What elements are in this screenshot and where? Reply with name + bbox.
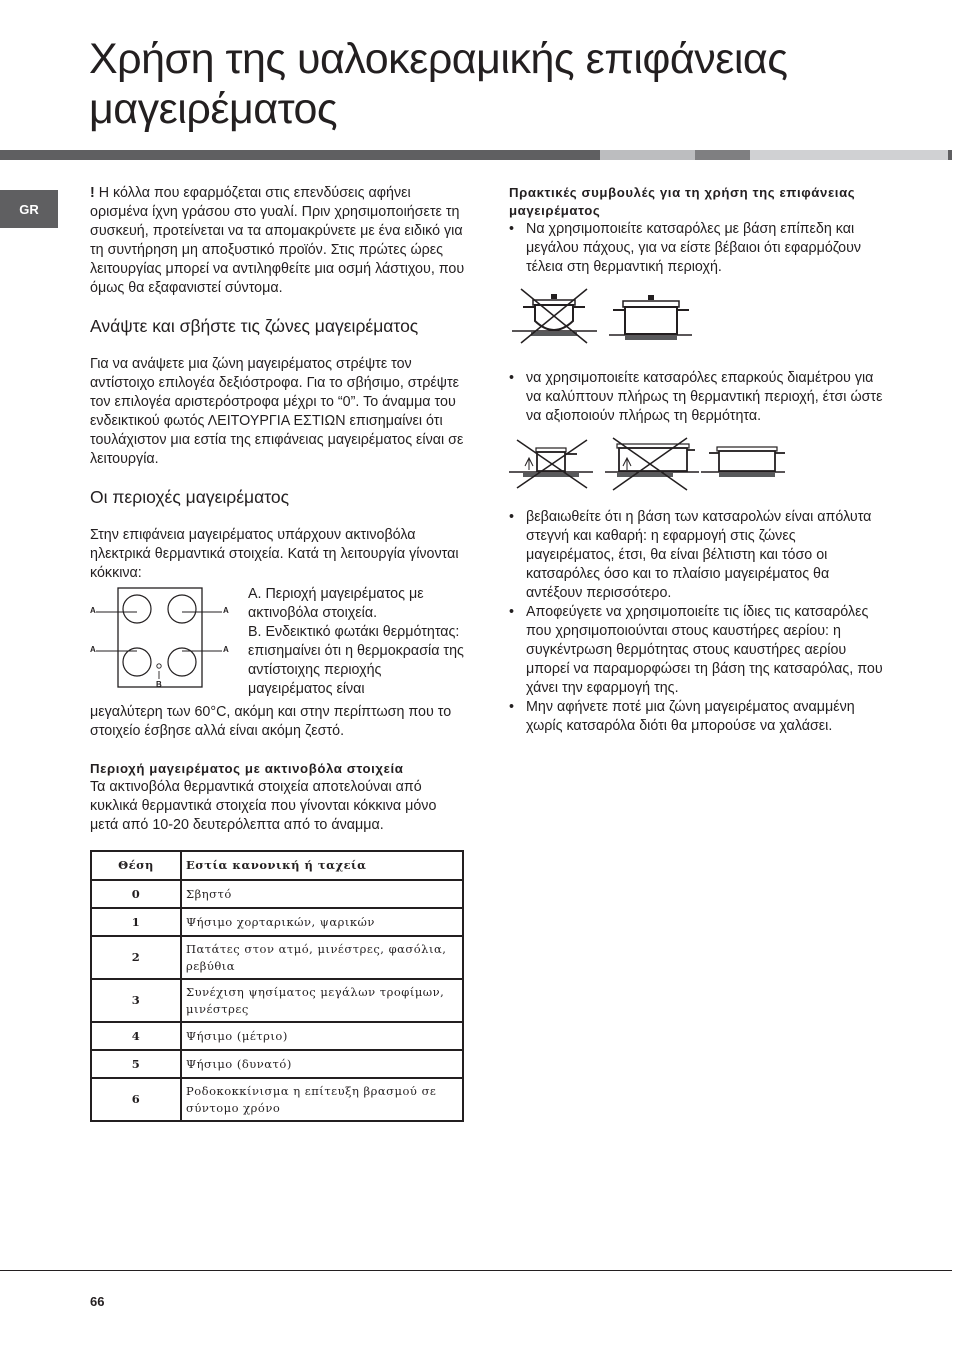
diagram-label-a: A (90, 606, 96, 615)
table-cell-usage: Ψήσιμο χορταρικών, ψαρικών (181, 908, 463, 936)
table-cell-position: 1 (91, 908, 181, 936)
list-item: • Μην αφήνετε ποτέ μια ζώνη μαγειρέματος αναμμένη χωρίς κατσαρόλα διότι θα μπορούσε να χαλάσει. (509, 698, 884, 736)
table-row (91, 880, 463, 908)
table-row (91, 1022, 463, 1050)
diagram-label-a: A (223, 645, 229, 654)
table-cell-position: 5 (91, 1050, 181, 1078)
table-row (91, 979, 463, 1022)
flat-base-pot-illustration (509, 283, 699, 349)
page-number: 66 (90, 1294, 105, 1309)
radiant-subtitle: Περιοχή μαγειρέματος με ακτινοβόλα στοιχεία (90, 761, 404, 776)
hob-diagram (90, 585, 240, 703)
left-column (90, 184, 465, 1122)
list-item: • να χρησιμοποιείτε κατσαρόλες επαρκούς διαμέτρου για να καλύπτουν πλήρως τη θερμαντική περιοχή, έτσι ώστε να αξιοποιούν πλήρως τη θερμότητα. (509, 369, 884, 426)
footer-divider (0, 1270, 952, 1271)
tips-list (509, 369, 884, 426)
list-item: • βεβαιωθείτε ότι η βάση των κατσαρολών είναι απόλυτα στεγνή και καθαρή: η εφαρμογή στις ζώνες μαγειρέματος, έτσι, θα είναι βέλτιστη και τόσο οι κατσαρόλες όσο και το πλαίσιο μαγειρέματος θα αντέξουν περισσότερο. (509, 508, 884, 603)
tips-title: Πρακτικές συμβουλές για τη χρήση της επιφάνειας μαγειρέματος (509, 185, 856, 218)
hob-diagram-block (90, 585, 465, 703)
table-cell-position: 6 (91, 1078, 181, 1121)
table-row (91, 908, 463, 936)
tips-list (509, 508, 884, 736)
table-cell-usage: Σβηστό (181, 880, 463, 908)
legend-b-continued: μεγαλύτερη των 60°C, ακόμη και στην περίπτωση που το στοιχείο έσβησε αλλά είναι ακόμη ζεστό. (90, 704, 452, 739)
right-column (509, 184, 884, 736)
table-header-position: Θέση (91, 851, 181, 880)
diagram-label-a: A (90, 645, 96, 654)
table-row (91, 936, 463, 979)
section-title-zones: Οι περιοχές μαγειρέματος (90, 487, 290, 507)
warning-mark: ! (90, 185, 95, 201)
tips-list (509, 220, 884, 277)
radiant-text: Τα ακτινοβόλα θερμαντικά στοιχεία αποτελούναι από κυκλικά θερμαντικά στοιχεία που γίνονται κόκκινα μόνο μετά από 10-20 δευτερόλεπτα από το άναμμα. (90, 779, 437, 833)
table-cell-usage: Ροδοκοκκίνισμα η επίτευξη βρασμού σε σύντομο χρόνο (181, 1078, 463, 1121)
warning-paragraph (90, 184, 465, 298)
table-header-row (91, 851, 463, 880)
diagram-label-b: B (156, 680, 162, 689)
table-cell-position: 3 (91, 979, 181, 1022)
page-title: Χρήση της υαλοκεραμικής επιφάνειας μαγειρέματος (89, 35, 788, 133)
header-color-bar (0, 150, 954, 160)
hob-legend (248, 585, 465, 699)
table-row (91, 1078, 463, 1121)
table-cell-position: 0 (91, 880, 181, 908)
table-cell-usage: Ψήσιμο (μέτριο) (181, 1022, 463, 1050)
legend-a: A. Περιοχή μαγειρέματος με ακτινοβόλα στοιχεία. (248, 586, 424, 621)
diagram-label-a: A (223, 606, 229, 615)
table-cell-position: 4 (91, 1022, 181, 1050)
table-row (91, 1050, 463, 1078)
pot-diameter-illustration (509, 436, 789, 494)
settings-table (90, 850, 464, 1122)
table-cell-usage: Ψήσιμο (δυνατό) (181, 1050, 463, 1078)
language-tab: GR (0, 190, 58, 228)
zones-intro: Στην επιφάνεια μαγειρέματος υπάρχουν ακτινοβόλα ηλεκτρικά θερμαντικά στοιχεία. Κατά τη λειτουργία γίνονται κόκκινα: (90, 527, 459, 581)
legend-b: B. Ενδεικτικό φωτάκι θερμότητας: επισημαίνει ότι η θερμοκρασία της αντίστοιχης περιοχής μαγειρέματος είναι (248, 624, 464, 697)
on-off-text: Για να ανάψετε μια ζώνη μαγειρέματος στρέψτε τον αντίστοιχο επιλογέα δεξιόστροφα. Για το σβήσιμο, στρέψτε τον επιλογέα αριστερόστροφα μέχρι το “0”. Το άναμμα του ενδεικτικού φωτός ΛΕΙΤΟΥΡΓΙΑ ΕΣΤΙΩΝ επισημαίνει ότι τουλάχιστον μια εστία της επιφάνειας μαγειρέματος είναι σε λειτουργία. (90, 356, 464, 467)
list-item: • Να χρησιμοποιείτε κατσαρόλες με βάση επίπεδη και μεγάλου πάχους, για να είστε βέβαιοι ότι εφαρμόζουν τέλεια στη θερμαντική περιοχή. (509, 220, 884, 277)
warning-text: Η κόλλα που εφαρμόζεται στις επενδύσεις αφήνει ορισμένα ίχνη γράσου στο γυαλί. Πριν χρησιμοποιήσετε τη συσκευή, προτείνεται να τα απομακρύνετε με ένα ειδικό για τη συντήρηση μη αποξυστικό προϊόν. Στις πρώτες ώρες λειτουργίας μπορεί να αντιληφθείτε μια οσμή λάστιχου, που όμως θα εξαφανιστεί σύντομα. (90, 185, 465, 296)
table-cell-usage: Πατάτες στον ατμό, μινέστρες, φασόλια, ρεβύθια (181, 936, 463, 979)
list-item: • Αποφεύγετε να χρησιμοποιείτε τις ίδιες τις κατσαρόλες που χρησιμοποιούνται στους καυστήρες αερίου: η συγκέντρωση θερμότητας στους καυστήρες αερίου μπορεί να παραμορφώσει τη βάση της κατσαρόλας, που χάνει την εφαρμογή της. (509, 603, 884, 698)
table-header-usage: Εστία κανονική ή ταχεία (181, 851, 463, 880)
table-cell-position: 2 (91, 936, 181, 979)
section-title-on-off: Ανάψτε και σβήστε τις ζώνες μαγειρέματος (90, 316, 419, 336)
table-cell-usage: Συνέχιση ψησίματος μεγάλων τροφίμων, μινέστρες (181, 979, 463, 1022)
